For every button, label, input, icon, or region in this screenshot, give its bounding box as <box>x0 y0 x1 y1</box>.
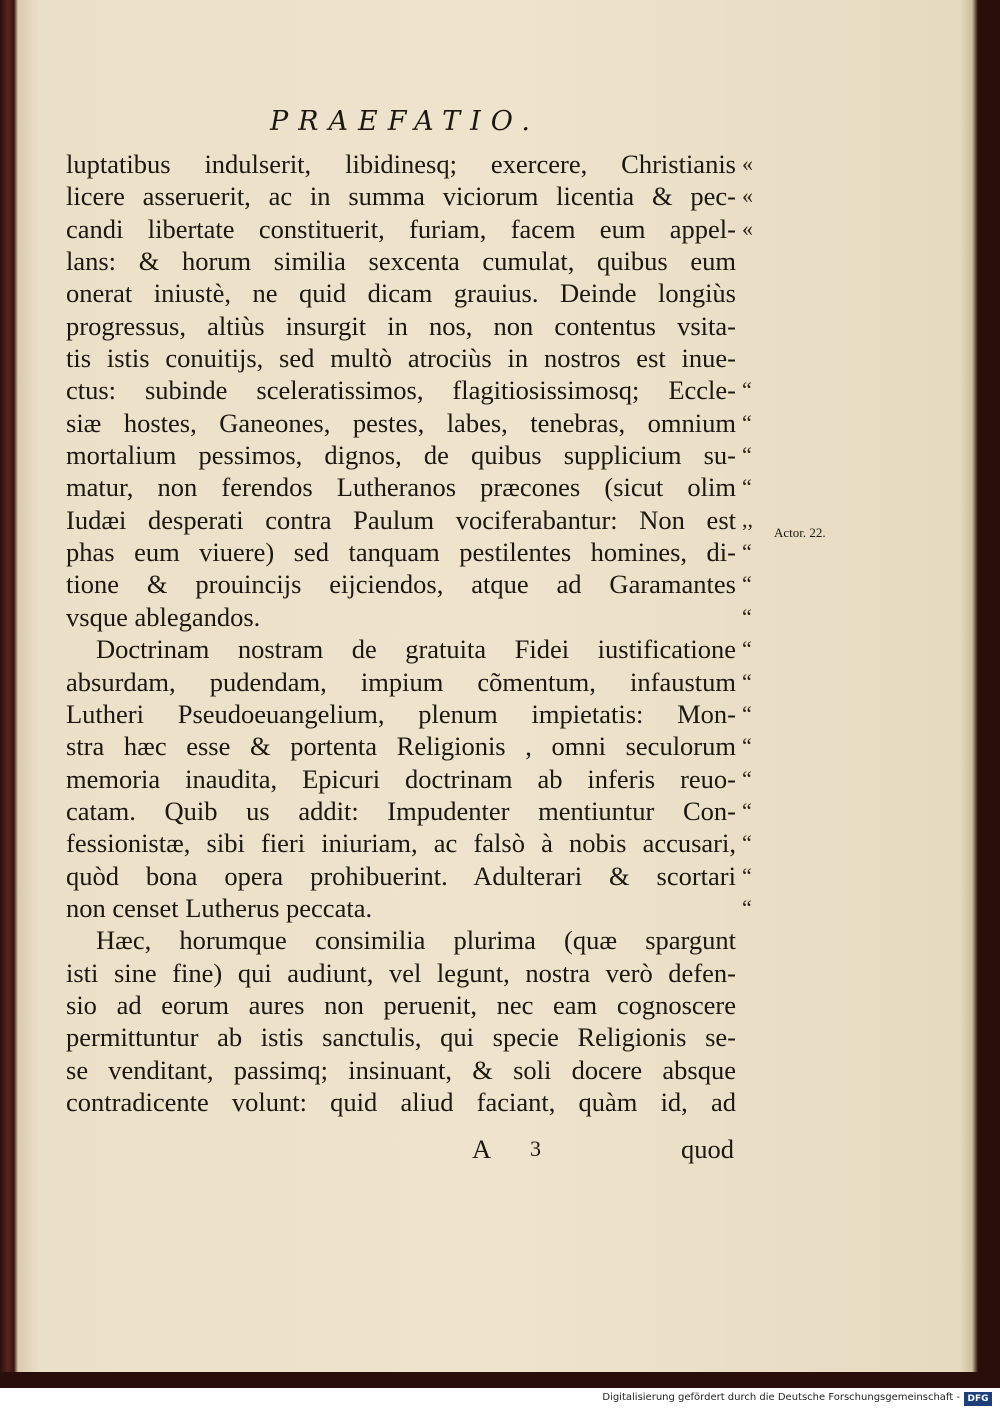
text-line <box>66 601 752 633</box>
quotation-mark: “ <box>742 409 752 435</box>
line-text: tis istis conuitijs, sed multò atrociùs in nostros est inue- <box>66 343 736 374</box>
quotation-mark: “ <box>742 733 752 759</box>
text-line <box>66 860 752 892</box>
text-line <box>66 1086 736 1118</box>
quotation-mark: “ <box>742 571 752 597</box>
line-text: catam. Quib us addit: Impudenter mentiuntur Con- <box>66 795 736 826</box>
quotation-mark: « <box>742 183 753 209</box>
line-text: memoria inaudita, Epicuri doctrinam ab inferis reuo- <box>66 763 736 794</box>
quotation-mark: “ <box>742 797 752 823</box>
body-text <box>66 148 753 1118</box>
footer-credit: Digitalisierung gefördert durch die Deutsche Forschungsgemeinschaft - <box>602 1392 960 1403</box>
line-text: licere asseruerit, ac in summa viciorum licentia & pec- <box>66 181 736 212</box>
text-line <box>66 666 752 698</box>
running-head: PRAEFATIO. <box>270 106 540 137</box>
text-line <box>66 763 752 795</box>
text-line <box>66 1054 736 1086</box>
line-text: Doctrinam nostram de gratuita Fidei iustificatione <box>96 634 736 665</box>
signature-line <box>472 1134 734 1166</box>
line-text: Iudæi desperati contra Paulum vociferabantur: Non est <box>66 504 736 535</box>
line-text: ctus: subinde sceleratissimos, flagitiosissimosq; Eccle- <box>66 375 736 406</box>
line-text: se venditant, passimq; insinuant, & soli docere absque <box>66 1054 736 1085</box>
line-text: isti sine fine) qui audiunt, vel legunt, nostra verò defen- <box>66 957 736 988</box>
text-line <box>66 277 736 309</box>
text-line <box>66 924 736 956</box>
line-text: lans: & horum similia sexcenta cumulat, quibus eum <box>66 246 736 277</box>
page-edge <box>0 1372 1000 1388</box>
quotation-mark: “ <box>742 668 752 694</box>
quotation-mark: “ <box>742 765 752 791</box>
text-line <box>66 180 753 212</box>
text-line <box>66 148 753 180</box>
text-line <box>66 957 736 989</box>
line-text: matur, non ferendos Lutheranos præcones (sicut olim <box>66 472 736 503</box>
page-number: 3 <box>530 1136 541 1161</box>
footer-bar <box>0 1388 1000 1410</box>
line-text: candi libertate constituerit, furiam, facem eum appel- <box>66 213 736 244</box>
text-line <box>66 439 752 471</box>
quotation-mark: “ <box>742 700 752 726</box>
margin-note: Actor. 22. <box>774 525 826 540</box>
quotation-mark: « <box>742 215 753 241</box>
text-line <box>66 536 752 568</box>
text-line <box>66 698 752 730</box>
line-text: onerat iniustè, ne quid dicam grauius. Deinde longiùs <box>66 278 736 309</box>
line-text: progressus, altiùs insurgit in nos, non contentus vsita- <box>66 310 736 341</box>
quotation-mark: “ <box>742 539 752 565</box>
quotation-mark: « <box>742 151 753 176</box>
quotation-mark: “ <box>742 603 752 629</box>
quotation-mark: “ <box>742 894 752 920</box>
quotation-mark: “ <box>742 377 752 403</box>
text-line <box>66 407 752 439</box>
quotation-mark: “ <box>742 636 752 662</box>
quotation-mark: “ <box>742 830 752 856</box>
line-text: sio ad eorum aures non peruenit, nec eam cognoscere <box>66 989 736 1020</box>
line-text: tione & prouincijs eijciendos, atque ad Garamantes <box>66 569 736 600</box>
text-line <box>66 1021 736 1053</box>
quotation-mark: “ <box>742 442 752 468</box>
line-text: Hæc, horumque consimilia plurima (quæ spargunt <box>96 925 736 956</box>
quotation-mark: “ <box>742 474 752 500</box>
line-text: quòd bona opera prohibuerint. Adulterari & scortari <box>66 860 736 891</box>
quotation-mark: “ <box>742 862 752 888</box>
line-text: vsque ablegandos. <box>66 601 261 632</box>
catchword: quod <box>681 1134 734 1164</box>
text-line <box>66 989 736 1021</box>
dfg-logo-icon: DFG <box>964 1392 992 1406</box>
text-line <box>66 568 752 600</box>
quotation-mark: ,, <box>742 506 753 532</box>
line-text: Lutheri Pseudoeuangelium, plenum impietatis: Mon- <box>66 698 736 729</box>
text-line <box>66 342 736 374</box>
text-line <box>66 730 752 762</box>
signature-mark: A <box>472 1134 492 1164</box>
text-line <box>66 374 752 406</box>
line-text: stra hæc esse & portenta Religionis , omni seculorum <box>66 731 736 762</box>
line-text: siæ hostes, Ganeones, pestes, labes, tenebras, omnium <box>66 407 736 438</box>
line-text: permittuntur ab istis sanctulis, qui specie Religionis se- <box>66 1022 736 1053</box>
text-line <box>66 504 753 536</box>
line-text: non censet Lutherus peccata. <box>66 892 373 923</box>
text-line <box>66 892 752 924</box>
line-text: luptatibus indulserit, libidinesq; exercere, Christianis <box>66 149 736 179</box>
text-line <box>66 245 736 277</box>
line-text: contradicente volunt: quid aliud faciant, quàm id, ad <box>66 1086 736 1117</box>
text-line <box>66 213 753 245</box>
line-text: fessionistæ, sibi fieri iniuriam, ac falsò à nobis accusari, <box>66 828 736 859</box>
text-line <box>66 795 752 827</box>
text-line <box>66 471 752 503</box>
line-text: absurdam, pudendam, impium cõmentum, infaustum <box>66 666 736 697</box>
text-line <box>66 827 752 859</box>
text-line <box>66 633 752 665</box>
line-text: mortalium pessimos, dignos, de quibus supplicium su- <box>66 440 736 471</box>
text-line <box>66 310 736 342</box>
line-text: phas eum viuere) sed tanquam pestilentes homines, di- <box>66 537 736 568</box>
